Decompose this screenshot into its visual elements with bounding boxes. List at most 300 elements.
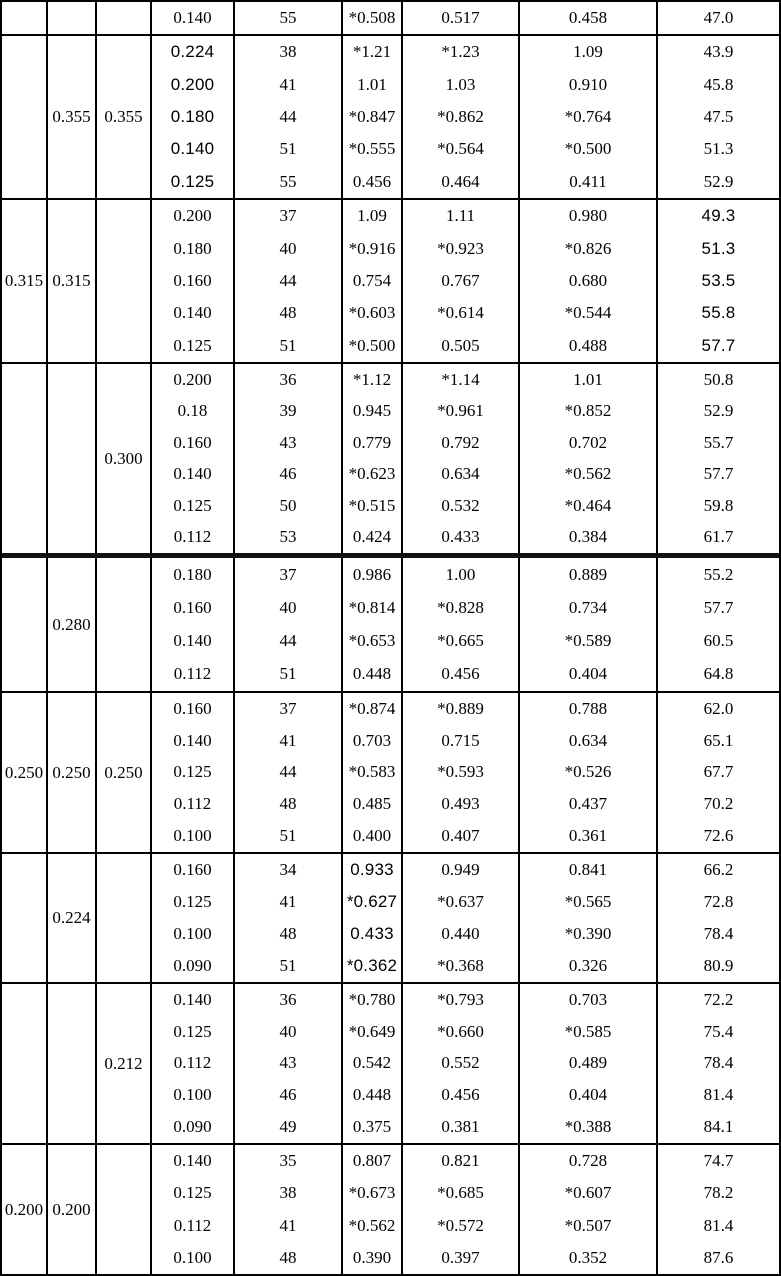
- merged-cell: [48, 984, 97, 1143]
- table-row: [152, 200, 779, 232]
- table-cell: 38: [235, 36, 343, 68]
- table-cell: 0.125: [152, 886, 235, 918]
- merged-cell: 0.280: [48, 558, 97, 691]
- table-cell: 0.532: [403, 490, 520, 522]
- table-cell: 48: [235, 297, 343, 329]
- table-cell: *0.852: [520, 396, 658, 428]
- table-cell: *0.388: [520, 1111, 658, 1143]
- table-cell: 51.3: [703, 139, 734, 159]
- sub-rows: [152, 558, 779, 691]
- table-cell: 0.140: [152, 625, 235, 658]
- table-cell: *1.21: [343, 36, 403, 68]
- row-group: [2, 982, 779, 1143]
- table-cell: *0.637: [403, 886, 520, 918]
- table-cell: 40: [235, 591, 343, 624]
- table-row: [152, 427, 779, 459]
- table-cell: 1.03: [403, 68, 520, 100]
- table-cell: 57.7: [701, 335, 736, 355]
- table-cell: 0.517: [403, 2, 520, 34]
- table-row: [152, 36, 779, 68]
- table-cell: 38: [235, 1177, 343, 1209]
- table-cell: *0.673: [343, 1177, 403, 1209]
- table-cell: 0.390: [343, 1242, 403, 1274]
- sub-rows: [152, 1145, 779, 1274]
- table-cell: 66.2: [703, 860, 734, 879]
- table-cell: *0.362: [343, 950, 403, 982]
- table-cell: *0.544: [520, 297, 658, 329]
- table-cell: 51: [235, 330, 343, 362]
- table-cell: 0.112: [152, 658, 235, 691]
- table-cell: *0.583: [343, 757, 403, 789]
- table-cell: 0.404: [520, 658, 658, 691]
- table-cell: 78.4: [703, 924, 734, 943]
- table-cell: 51: [235, 950, 343, 982]
- table-cell: 41: [235, 1210, 343, 1242]
- table-cell: 80.9: [703, 956, 734, 975]
- table-cell: 64.8: [703, 664, 734, 684]
- table-cell: 0.180: [152, 232, 235, 264]
- row-group: [2, 198, 779, 362]
- table-cell: 0.456: [403, 1079, 520, 1111]
- table-cell: *0.564: [403, 133, 520, 165]
- table-cell: *1.23: [403, 36, 520, 68]
- table-cell: 72.2: [703, 989, 734, 1009]
- table-cell: 37: [235, 693, 343, 725]
- table-row: [152, 396, 779, 428]
- table-cell: 0.715: [403, 725, 520, 757]
- table-cell: 0.485: [343, 788, 403, 820]
- table-cell: *0.585: [520, 1016, 658, 1048]
- table-cell: 0.180: [152, 558, 235, 591]
- table-row: [152, 886, 779, 918]
- table-cell: 0.949: [403, 854, 520, 886]
- merged-cell: 0.250: [2, 693, 48, 852]
- table-cell: 43.9: [703, 42, 734, 62]
- table-cell: *0.390: [520, 918, 658, 950]
- table-cell: *0.507: [520, 1210, 658, 1242]
- table-row: [152, 101, 779, 133]
- table-cell: 0.404: [520, 1079, 658, 1111]
- table-row: [152, 693, 779, 725]
- table-cell: 0.464: [403, 166, 520, 198]
- merged-cell: [2, 36, 48, 198]
- table-cell: 37: [235, 200, 343, 232]
- table-row: [152, 297, 779, 329]
- table-cell: 0.200: [152, 200, 235, 232]
- table-cell: 0.634: [520, 725, 658, 757]
- table-cell: 0.352: [520, 1242, 658, 1274]
- table-cell: *0.814: [343, 591, 403, 624]
- table-row: [152, 2, 779, 34]
- table-cell: *0.500: [520, 133, 658, 165]
- table-cell: 51: [235, 658, 343, 691]
- merged-cell: [2, 364, 48, 553]
- table-cell: 50: [235, 490, 343, 522]
- table-cell: 0.100: [152, 1242, 235, 1274]
- table-cell: 39: [235, 396, 343, 428]
- table-cell: 0.889: [520, 558, 658, 591]
- table-cell: 0.090: [152, 1111, 235, 1143]
- table-cell: 0.488: [520, 330, 658, 362]
- table-cell: 36: [235, 984, 343, 1016]
- table-cell: 70.2: [703, 794, 734, 814]
- table-cell: 0.224: [152, 36, 235, 68]
- table-cell: 0.754: [343, 265, 403, 297]
- table-row: [152, 1048, 779, 1080]
- table-row: [152, 757, 779, 789]
- table-cell: 0.200: [152, 364, 235, 396]
- table-row: [152, 918, 779, 950]
- table-cell: *0.565: [520, 886, 658, 918]
- table-cell: 72.6: [703, 826, 734, 846]
- table-cell: 0.160: [152, 854, 235, 886]
- table-cell: *0.607: [520, 1177, 658, 1209]
- table-cell: 41: [235, 886, 343, 918]
- table-cell: 0.140: [152, 133, 235, 165]
- table-cell: 0.397: [403, 1242, 520, 1274]
- table-cell: 0.400: [343, 820, 403, 852]
- table-cell: 55.8: [701, 303, 736, 323]
- table-cell: 75.4: [703, 1021, 734, 1041]
- table-cell: 0.440: [403, 918, 520, 950]
- table-cell: *0.764: [520, 101, 658, 133]
- table-cell: 40: [235, 1016, 343, 1048]
- table-cell: 53.5: [701, 271, 736, 291]
- sub-rows: [152, 200, 779, 362]
- sub-rows: [152, 854, 779, 982]
- table-cell: *0.368: [403, 950, 520, 982]
- table-cell: 40: [235, 232, 343, 264]
- table-cell: 59.8: [703, 495, 734, 515]
- row-group: [2, 553, 779, 691]
- table-cell: 0.160: [152, 591, 235, 624]
- table-cell: 61.7: [703, 527, 734, 547]
- table-cell: 0.361: [520, 820, 658, 852]
- table-cell: 81.4: [703, 1085, 734, 1105]
- table-cell: 52.9: [703, 401, 734, 421]
- table-cell: *0.627: [343, 886, 403, 918]
- table-cell: 0.090: [152, 950, 235, 982]
- table-cell: 60.5: [703, 631, 734, 651]
- merged-cell: 0.315: [2, 200, 48, 362]
- table-cell: 72.8: [703, 892, 734, 911]
- merged-cell: [97, 2, 152, 34]
- table-row: [152, 1177, 779, 1209]
- merged-cell: 0.224: [48, 854, 97, 982]
- table-cell: 0.326: [520, 950, 658, 982]
- table-cell: 0.945: [343, 396, 403, 428]
- sub-rows: [152, 984, 779, 1143]
- table-row: [152, 522, 779, 554]
- table-cell: 0.200: [152, 68, 235, 100]
- table-cell: 0.375: [343, 1111, 403, 1143]
- table-cell: *0.589: [520, 625, 658, 658]
- sub-rows: [152, 693, 779, 852]
- row-group: [2, 2, 779, 34]
- table-cell: 44: [235, 625, 343, 658]
- table-cell: 0.505: [403, 330, 520, 362]
- table-cell: 0.703: [520, 984, 658, 1016]
- table-row: [152, 1016, 779, 1048]
- table-cell: 51: [235, 133, 343, 165]
- table-cell: 44: [235, 101, 343, 133]
- table-cell: 0.841: [520, 854, 658, 886]
- table-cell: *0.500: [343, 330, 403, 362]
- table-row: [152, 854, 779, 886]
- table-cell: 1.09: [520, 36, 658, 68]
- table-cell: 1.01: [520, 364, 658, 396]
- table-cell: 52.9: [703, 171, 734, 191]
- table-cell: 55: [235, 2, 343, 34]
- merged-cell: 0.250: [48, 693, 97, 852]
- table-cell: 0.407: [403, 820, 520, 852]
- table-cell: 0.792: [403, 427, 520, 459]
- merged-cell: 0.355: [97, 36, 152, 198]
- table-cell: 0.702: [520, 427, 658, 459]
- table-cell: 78.2: [703, 1183, 734, 1203]
- table-cell: 0.18: [152, 396, 235, 428]
- table-cell: 46: [235, 459, 343, 491]
- table-cell: 0.140: [152, 459, 235, 491]
- table-cell: 46: [235, 1079, 343, 1111]
- table-cell: 0.734: [520, 591, 658, 624]
- table-cell: 47.0: [703, 8, 734, 27]
- table-cell: *0.889: [403, 693, 520, 725]
- table-cell: 0.140: [152, 725, 235, 757]
- merged-cell: 0.200: [48, 1145, 97, 1274]
- table-cell: *0.665: [403, 625, 520, 658]
- table-cell: 78.4: [703, 1053, 734, 1073]
- table-cell: *0.562: [343, 1210, 403, 1242]
- table-row: [152, 820, 779, 852]
- table-cell: 67.7: [703, 762, 734, 782]
- table-cell: 1.00: [403, 558, 520, 591]
- table-cell: 0.100: [152, 1079, 235, 1111]
- table-row: [152, 591, 779, 624]
- table-cell: 0.125: [152, 490, 235, 522]
- row-group: [2, 1143, 779, 1274]
- table-row: [152, 490, 779, 522]
- table-cell: 84.1: [703, 1117, 734, 1137]
- table-cell: 57.7: [703, 464, 734, 484]
- merged-cell: [48, 364, 97, 553]
- merged-cell: 0.212: [97, 984, 152, 1143]
- table-cell: 0.112: [152, 1048, 235, 1080]
- table-cell: 41: [235, 68, 343, 100]
- table-cell: 0.933: [343, 854, 403, 886]
- table-cell: 0.160: [152, 265, 235, 297]
- merged-cell: [97, 200, 152, 362]
- table-cell: 34: [235, 854, 343, 886]
- table-cell: 0.125: [152, 1177, 235, 1209]
- table-row: [152, 364, 779, 396]
- table-cell: 48: [235, 1242, 343, 1274]
- table-cell: 49.3: [701, 206, 736, 226]
- table-cell: 57.7: [703, 597, 734, 617]
- table-cell: 0.456: [403, 658, 520, 691]
- row-group: [2, 852, 779, 982]
- table-cell: *1.14: [403, 364, 520, 396]
- table-cell: 0.140: [152, 1145, 235, 1177]
- table-cell: 44: [235, 265, 343, 297]
- table-row: [152, 1210, 779, 1242]
- table-cell: 55.2: [703, 564, 734, 584]
- table-cell: *0.961: [403, 396, 520, 428]
- table-cell: 0.807: [343, 1145, 403, 1177]
- table-cell: 0.381: [403, 1111, 520, 1143]
- table-row: [152, 984, 779, 1016]
- table-cell: *0.614: [403, 297, 520, 329]
- table-cell: 0.986: [343, 558, 403, 591]
- table-cell: 0.125: [152, 166, 235, 198]
- table-row: [152, 1145, 779, 1177]
- table-cell: 48: [235, 918, 343, 950]
- table-cell: 0.180: [152, 101, 235, 133]
- table-cell: *0.862: [403, 101, 520, 133]
- merged-cell: 0.315: [48, 200, 97, 362]
- table-row: [152, 658, 779, 691]
- table-cell: *1.12: [343, 364, 403, 396]
- table-row: [152, 558, 779, 591]
- table-cell: 0.542: [343, 1048, 403, 1080]
- merged-cell: [97, 854, 152, 982]
- table-cell: *0.780: [343, 984, 403, 1016]
- table-cell: 45.8: [703, 74, 734, 94]
- merged-cell: [48, 2, 97, 34]
- row-group: [2, 362, 779, 553]
- merged-cell: [97, 558, 152, 691]
- table-cell: 35: [235, 1145, 343, 1177]
- table-cell: 43: [235, 427, 343, 459]
- table-cell: 0.552: [403, 1048, 520, 1080]
- table-cell: 51.3: [701, 238, 736, 258]
- table-cell: *0.826: [520, 232, 658, 264]
- table-cell: 0.125: [152, 330, 235, 362]
- table-cell: 87.6: [703, 1247, 734, 1267]
- table-cell: 0.493: [403, 788, 520, 820]
- table-row: [152, 459, 779, 491]
- table-cell: 0.437: [520, 788, 658, 820]
- table-cell: *0.464: [520, 490, 658, 522]
- sub-rows: [152, 2, 779, 34]
- table-row: [152, 950, 779, 982]
- table-cell: 0.728: [520, 1145, 658, 1177]
- table-cell: 0.489: [520, 1048, 658, 1080]
- table-row: [152, 166, 779, 198]
- merged-cell: [2, 558, 48, 691]
- table-cell: 1.09: [343, 200, 403, 232]
- table-cell: 65.1: [703, 730, 734, 750]
- table-cell: *0.793: [403, 984, 520, 1016]
- table-cell: *0.562: [520, 459, 658, 491]
- table-cell: 0.384: [520, 522, 658, 554]
- merged-cell: 0.300: [97, 364, 152, 553]
- table-cell: 0.140: [152, 297, 235, 329]
- table-cell: 0.433: [403, 522, 520, 554]
- table-cell: *0.555: [343, 133, 403, 165]
- table-cell: *0.623: [343, 459, 403, 491]
- table-cell: 0.100: [152, 918, 235, 950]
- table-row: [152, 725, 779, 757]
- table-cell: 44: [235, 757, 343, 789]
- table-cell: 0.160: [152, 427, 235, 459]
- table-cell: 0.910: [520, 68, 658, 100]
- table-cell: 55: [235, 166, 343, 198]
- table-cell: 0.767: [403, 265, 520, 297]
- table-cell: 37: [235, 558, 343, 591]
- table-cell: *0.653: [343, 625, 403, 658]
- table-cell: 0.788: [520, 693, 658, 725]
- table-cell: 41: [235, 725, 343, 757]
- table-cell: 47.5: [703, 107, 734, 127]
- table-row: [152, 265, 779, 297]
- table-cell: 0.703: [343, 725, 403, 757]
- table-cell: 0.140: [152, 984, 235, 1016]
- merged-cell: 0.355: [48, 36, 97, 198]
- table-cell: 0.821: [403, 1145, 520, 1177]
- table-cell: 0.448: [343, 1079, 403, 1111]
- table-cell: 0.100: [152, 820, 235, 852]
- table-cell: *0.923: [403, 232, 520, 264]
- table-cell: *0.515: [343, 490, 403, 522]
- table-cell: 74.7: [703, 1151, 734, 1171]
- table-cell: 62.0: [703, 698, 734, 718]
- table-cell: 49: [235, 1111, 343, 1143]
- table-cell: 0.980: [520, 200, 658, 232]
- table-row: [152, 68, 779, 100]
- table-cell: 0.112: [152, 1210, 235, 1242]
- row-group: [2, 34, 779, 198]
- merged-cell: [2, 984, 48, 1143]
- row-group: [2, 691, 779, 852]
- table-cell: 43: [235, 1048, 343, 1080]
- table-cell: 36: [235, 364, 343, 396]
- merged-cell: 0.250: [97, 693, 152, 852]
- table-row: [152, 625, 779, 658]
- table-cell: 55.7: [703, 432, 734, 452]
- table-cell: *0.916: [343, 232, 403, 264]
- table-cell: *0.847: [343, 101, 403, 133]
- table-row: [152, 330, 779, 362]
- table-cell: *0.572: [403, 1210, 520, 1242]
- table-row: [152, 232, 779, 264]
- table-cell: 0.411: [520, 166, 658, 198]
- table-row: [152, 1079, 779, 1111]
- table-cell: 0.424: [343, 522, 403, 554]
- table-cell: 0.634: [403, 459, 520, 491]
- table-cell: 1.01: [343, 68, 403, 100]
- table-cell: *0.593: [403, 757, 520, 789]
- table-cell: 48: [235, 788, 343, 820]
- merged-cell: [2, 2, 48, 34]
- table-cell: 0.160: [152, 693, 235, 725]
- merged-cell: [97, 1145, 152, 1274]
- table-cell: 0.680: [520, 265, 658, 297]
- table-cell: 0.125: [152, 1016, 235, 1048]
- table-cell: 53: [235, 522, 343, 554]
- table-cell: *0.508: [343, 2, 403, 34]
- table-cell: 0.112: [152, 522, 235, 554]
- sub-rows: [152, 36, 779, 198]
- table-cell: 0.448: [343, 658, 403, 691]
- table-cell: 1.11: [403, 200, 520, 232]
- table-row: [152, 1111, 779, 1143]
- table-cell: 0.779: [343, 427, 403, 459]
- table-cell: 51: [235, 820, 343, 852]
- merged-cell: [2, 854, 48, 982]
- table-cell: 0.458: [520, 2, 658, 34]
- table-cell: *0.649: [343, 1016, 403, 1048]
